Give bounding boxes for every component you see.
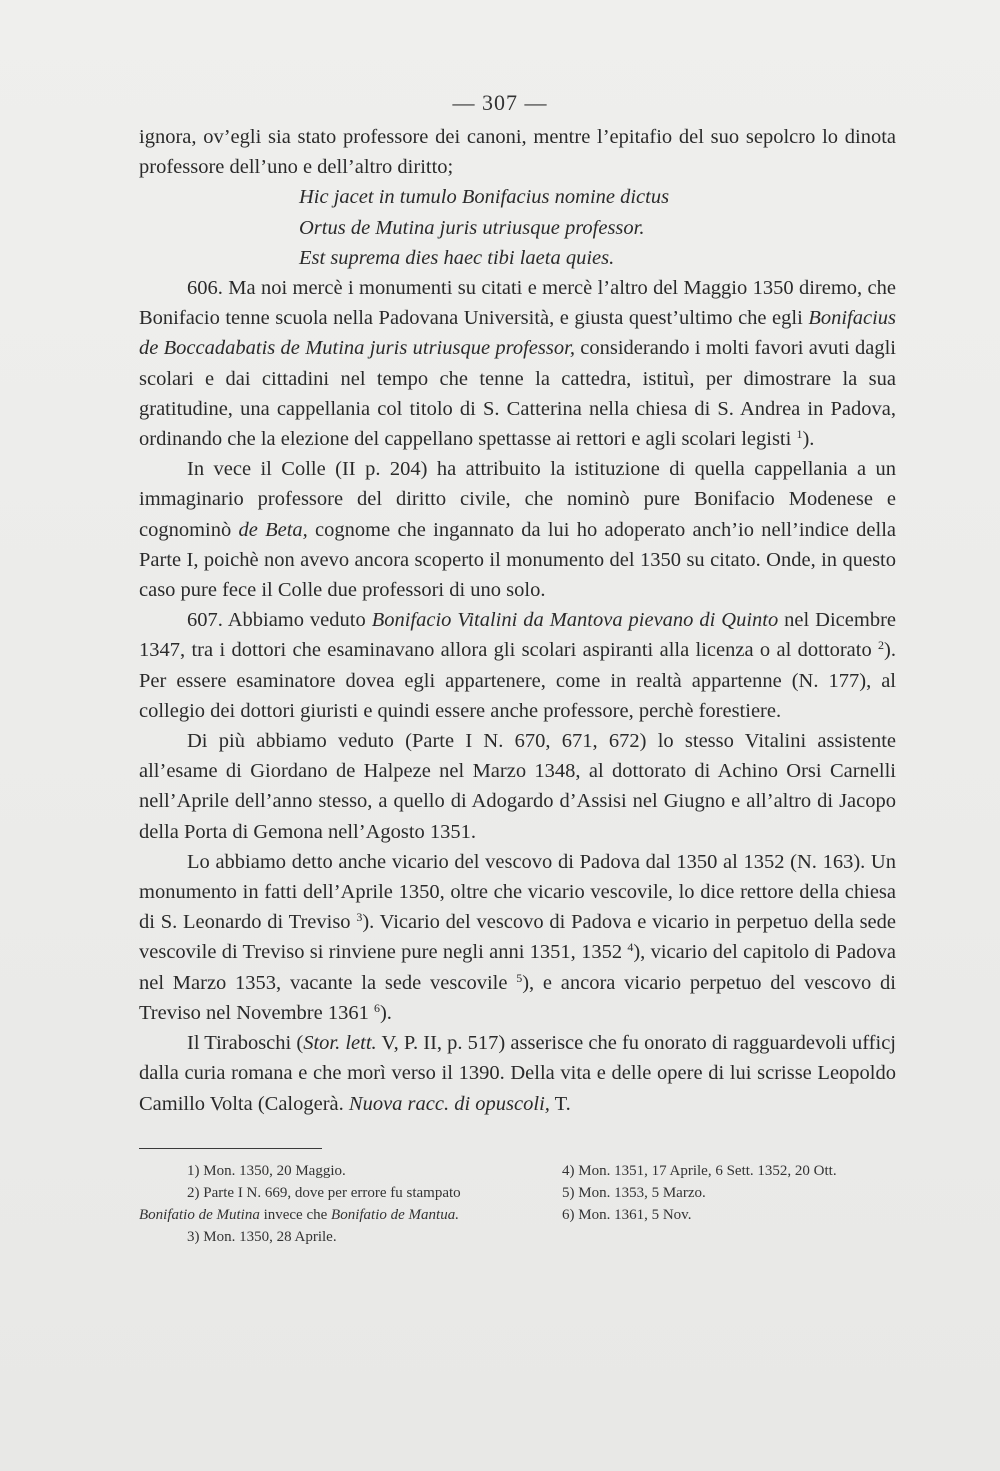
text-span: ), e ancora vicario perpetuo del vescovo di Treviso nel Novembre 1361 (139, 971, 896, 1024)
text-span: ). Vicario del vescovo di Padova e vicario in perpetuo della sede vescovile di Treviso si rinviene pure negli anni 1351, 1352 (139, 911, 896, 964)
footnotes-right (562, 1160, 892, 1226)
footnote-5: 5) Mon. 1353, 5 Marzo. (562, 1185, 706, 1201)
text-span: Lo abbiamo detto anche vicario del vescovo di Padova dal 1350 al 1352 (N. 163). Un monumento in fatti dell’Aprile 1350, oltre che vicario vescovile, lo dice rettore della chiesa di S. Leonardo di Treviso (139, 850, 896, 934)
text-span: V, P. II, p. 517) asserisce che fu onorato di ragguardevoli ufficj dalla curia romana e che morì verso il 1390. Della vita e delle opere di lui scrisse Leopoldo Camillo Volta (Calogerà. (139, 1032, 896, 1115)
footnote-ref-6: 6 (373, 1000, 380, 1015)
footnote-ref-3: 3 (356, 910, 363, 925)
italic-span: Bonifacius de Boccadabatis de Mutina juris utriusque professor, (139, 307, 896, 360)
footnote-1: 1) Mon. 1350, 20 Maggio. (187, 1163, 346, 1179)
text-span: ). Per essere esaminatore dovea egli appartenere, come in realtà appartenne (N. 177), al collegio dei dottori giuristi e quindi essere anche professore, perchè forestiere. (139, 639, 896, 722)
footnote-ref-4: 4 (627, 940, 634, 955)
page-number: — 307 — (452, 90, 548, 115)
paragraph-1: ignora, ov’egli sia stato professore dei canoni, mentre l’epitafio del suo sepolcro lo dinota professore dell’uno e dell’altro diritto; (139, 126, 896, 179)
text-span: considerando i molti favori avuti dagli scolari e dai cittadini nel tempo che tenne la cattedra, istituì, per dimostrare la sua gratitudine, una cappellania col titolo di S. Catterina nella chiesa di S. Andrea in Padova, ordinando che la elezione del cappellano spettasse ai rettori e agli scolari legisti (139, 337, 896, 451)
footnote-ref-1: 1 (796, 427, 803, 442)
paragraph-606 (139, 273, 896, 454)
text-span: ). (379, 1001, 392, 1024)
italic-span: Nuova racc. di opuscoli, (348, 1092, 550, 1115)
text-span: T. (549, 1092, 571, 1115)
footnote-3: 3) Mon. 1350, 28 Aprile. (187, 1229, 337, 1245)
footnote-divider (139, 1148, 322, 1149)
italic-span: Bonifacio Vitalini da Mantova pievano di Quinto (371, 609, 779, 632)
text-span: Il Tiraboschi ( (187, 1032, 304, 1055)
footnote-4: 4) Mon. 1351, 17 Aprile, 6 Sett. 1352, 20 Ott. (562, 1163, 837, 1179)
footnote-2 (139, 1182, 519, 1226)
italic-span: de Beta, (238, 518, 308, 541)
text-span: 607. Abbiamo veduto (187, 609, 372, 632)
footnote-6: 6) Mon. 1361, 5 Nov. (562, 1207, 692, 1223)
text-span: invece che (259, 1207, 332, 1223)
paragraph-vitalini: Di più abbiamo veduto (Parte I N. 670, 671, 672) lo stesso Vitalini assistente all’esame di Giordano de Halpeze nel Marzo 1348, al dottorato di Achino Orsi Carnelli nell’Aprile dell’anno stesso, a quello di Adogardo d’Assisi nel Giugno e all’altro di Jacopo della Porta di Gemona nell’Agosto 1351. (139, 730, 896, 843)
verse-line-2: Ortus de Mutina juris utriusque professor. (299, 216, 645, 239)
paragraph-607 (139, 605, 896, 726)
text-span: cognome che ingannato da lui ho adoperato anch’io nell’indice della Parte I, poichè non avevo ancora scoperto il monumento del 1350 su citato. Onde, in questo caso pure fece il Colle due professori di uno solo. (139, 518, 896, 602)
body-text (139, 122, 896, 1119)
paragraph-colle (139, 454, 896, 605)
paragraph-tiraboschi (139, 1028, 896, 1119)
epitaph-verse (139, 182, 896, 273)
italic-span: Stor. lett. (303, 1032, 377, 1055)
text-span: ). (802, 428, 815, 451)
paragraph-vicario (139, 847, 896, 1028)
text-span: nel Dicembre 1347, tra i dottori che esaminavano allora gli scolari aspiranti alla licenza o al dottorato (139, 609, 896, 662)
italic-span: Bonifatio de Mutina (139, 1207, 260, 1223)
italic-span: Bonifatio de Mantua. (331, 1207, 459, 1223)
footnotes-left (139, 1160, 519, 1248)
text-span: ), vicario del capitolo di Padova nel Marzo 1353, vacante la sede vescovile (139, 941, 896, 994)
footnote-ref-2: 2 (878, 638, 885, 653)
text-span: 2) Parte I N. 669, dove per errore fu stampato (187, 1185, 461, 1201)
verse-line-3: Est suprema dies haec tibi laeta quies. (299, 246, 615, 269)
text-span: 606. Ma noi mercè i monumenti su citati e mercè l’altro del Maggio 1350 diremo, che Bonifacio tenne scuola nella Padovana Università, e giusta quest’ultimo che egli (139, 277, 896, 330)
footnote-ref-5: 5 (516, 970, 523, 985)
text-span: In vece il Colle (II p. 204) ha attribuito la istituzione di quella cappellania a un immaginario professore del diritto civile, che nominò pure Bonifacio Modenese e cognominò (139, 458, 896, 541)
verse-line-1: Hic jacet in tumulo Bonifacius nomine dictus (299, 186, 670, 209)
